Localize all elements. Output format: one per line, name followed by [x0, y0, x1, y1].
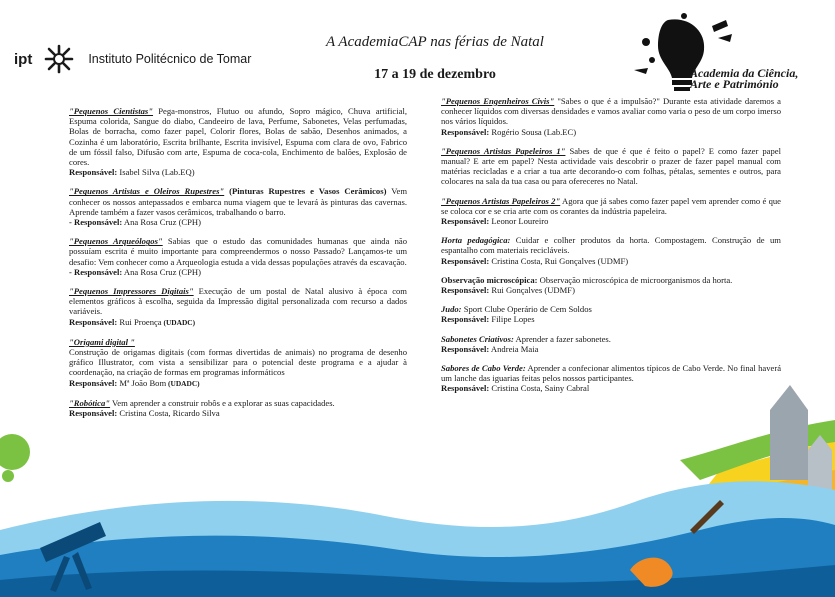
- responsible-label: Responsável:: [69, 316, 118, 327]
- ipt-abbr: ipt: [14, 50, 33, 68]
- page-title: A AcademiaCAP nas férias de Natal: [326, 34, 544, 50]
- activity-description: Sport Clube Operário de Cem Soldos: [461, 304, 592, 315]
- ipt-logo: [14, 42, 254, 76]
- activity-heading: "Robótica": [69, 397, 111, 408]
- responsible-label: Responsável:: [441, 255, 490, 266]
- ipt-emblem-icon: [38, 42, 80, 76]
- activity-description: Cuidar e colher produtos da horta. Compostagem. Construção de um espantalho com materiais recicláveis.: [441, 235, 781, 256]
- activity-heading: "Pequenos Cientistas": [69, 106, 154, 116]
- responsible-label: Responsável:: [441, 383, 490, 394]
- activity-description: "Sabes o que é a impulsão?" Durante esta atividade daremos a conhecer líquidos com diversas densidades e vamos avaliar como varia o peso de um corpo imerso nos vários líquidos.: [441, 96, 782, 127]
- activity-heading: Observação microscópica:: [441, 274, 538, 285]
- activity-description: Agora que já sabes como fazer papel vem aprender como é que se coloca cor e se cria arte com os corantes da indústria papeleira.: [441, 195, 781, 216]
- responsible-label: Responsável:: [441, 314, 490, 325]
- responsible-label: Responsável:: [441, 343, 490, 354]
- activity-heading: "Pequenos Artistas e Oleiros Rupestres": [69, 186, 225, 197]
- responsible-value: Cristina Costa, Sainy Cabral: [489, 383, 590, 394]
- activity-heading: "Origami digital ": [69, 336, 135, 347]
- brand-line-2: Arte e Património: [690, 77, 779, 91]
- brand-line-1: Academia da Ciência,: [690, 66, 799, 80]
- responsible-value: Leonor Loureiro: [489, 216, 549, 227]
- responsible-label: - Responsável:: [69, 217, 123, 228]
- activity-item: [441, 196, 781, 227]
- responsible-value: Mª João Bom: [117, 377, 167, 388]
- responsible-value: Ana Rosa Cruz (CPH): [122, 266, 202, 277]
- activity-item: [69, 236, 407, 277]
- activity-heading: Judo:: [441, 304, 462, 315]
- activity-item: [69, 286, 407, 328]
- responsible-value: Cristina Costa, Rui Gonçalves (UDMF): [489, 255, 629, 266]
- castle-tower-icon: [770, 385, 808, 480]
- activity-heading: Sabonetes Criativos:: [441, 333, 514, 344]
- activity-item: [69, 186, 407, 227]
- responsible-value: Filipe Lopes: [489, 314, 535, 325]
- activity-description: Vem conhecer os nossos antepassados e embarca numa viagem que te levará às pinturas das cavernas. Aprende também a fazer vasos cerâmicos, trabalhando o barro.: [69, 186, 408, 217]
- responsible-value: Ana Rosa Cruz (CPH): [122, 217, 202, 228]
- responsible-unit: (UDADC): [166, 378, 200, 388]
- activity-heading: Horta pedagógica:: [441, 235, 511, 246]
- activity-subheading: (Pinturas Rupestres e Vasos Cerâmicos): [224, 186, 387, 197]
- activity-item: [441, 235, 781, 266]
- responsible-value: Rui Proença: [117, 316, 162, 327]
- responsible-label: - Responsável:: [69, 266, 123, 277]
- activity-heading: Sabores de Cabo Verde:: [441, 363, 526, 374]
- activity-item: [69, 106, 407, 177]
- activity-heading: "Pequenos Arqueólogos": [69, 236, 163, 247]
- activity-description: Sabes de que é que é feito o papel? E como fazer papel manual? E arte em papel? Nesta actividade vais descobrir o prazer de fazer papel manual com matérias recicladas e a criar a tua arte decorando-o com folhas, pétalas, sementes e outros, para colocares na sala da tua casa ou para ofereceres no Natal.: [441, 145, 781, 187]
- ipt-name: Instituto Politécnico de Tomar: [88, 52, 252, 66]
- activity-item: [441, 304, 781, 324]
- activity-heading: "Pequenos Engenheiros Civis": [441, 96, 555, 106]
- activity-heading: "Pequenos Artistas Papeleiros 1": [441, 145, 566, 156]
- event-dates: 17 a 19 de dezembro: [374, 67, 496, 82]
- responsible-unit: (UDADC): [161, 317, 196, 327]
- activity-heading: "Pequenos Artistas Papeleiros 2": [441, 195, 561, 206]
- activity-description: Vem aprender a construir robôs e a explorar as suas capacidades.: [110, 397, 335, 408]
- responsible-label: Responsável:: [441, 126, 490, 137]
- responsible-label: Responsável:: [441, 285, 490, 296]
- activity-description: Aprender a fazer sabonetes.: [513, 333, 611, 344]
- activity-item: [441, 334, 781, 354]
- responsible-label: Responsável:: [441, 216, 490, 227]
- responsible-value: Rui Gonçalves (UDMF): [489, 285, 575, 296]
- responsible-value: Rogério Sousa (Lab.EC): [489, 126, 577, 137]
- green-blob-icon: [0, 434, 30, 470]
- activity-heading: "Pequenos Impressores Digitais": [69, 286, 194, 297]
- activity-item: [441, 96, 781, 137]
- responsible-label: Responsável:: [69, 377, 118, 388]
- activity-description: Observação microscópica de microorganismos da horta.: [537, 274, 733, 285]
- activity-item: [441, 146, 781, 187]
- responsible-value: Isabel Silva (Lab.EQ): [117, 167, 195, 178]
- responsible-label: Responsável:: [69, 167, 118, 178]
- activity-description: Aprender a confecionar alimentos típicos de Cabo Verde. No final haverá um lanche das iguarias feitas pelos nossos participantes.: [441, 363, 782, 384]
- activity-description: Sabias que o estudo das comunidades humanas que ainda não possuíam escrita é muito importante para compreendermos o nosso Passado? Lançamos-te um desafio: Vem conhecer como a Arqueologia estuda a vida dessas populações através da escavação.: [69, 236, 407, 267]
- responsible-value: Cristina Costa, Ricardo Silva: [117, 408, 220, 419]
- responsible-value: Andreia Maia: [489, 343, 539, 354]
- academia-logo-text: [690, 68, 830, 90]
- responsible-label: Responsável:: [69, 408, 118, 419]
- activity-description: Pega-monstros, Flutuo ou afundo, Sopro mágico, Chuva artificial, Espuma colorida, Sangue do diabo, Candeeiro de lava, Perfume, Sabonetes, Velas perfumadas, Bolas de borracha, como fazer papel, Colorir flores, Bolas de sabão, Desenhos animados, a Cozinha é um laboratório, Escrita brilhante, Escrita invisível, Espuma com clara de ovo, Fabrico de um fóssil falso, Difusão com arte, Espuma de coca-cola, Enchimento de balões, Explosão de cores.: [69, 106, 407, 168]
- activities-right-column: [441, 96, 781, 403]
- activity-item: [441, 275, 781, 295]
- decorative-wave-background: [0, 377, 835, 597]
- activity-description: Execução de um postal de Natal alusivo à época com elementos gráficos à escolha, seguida da Impressão digital personalizada com recurso a dados variáveis.: [69, 286, 407, 317]
- activity-description: Construção de origamas digitais (com formas divertidas de animais) no programa de desenho gráfico Illustrator, com vista a sensibilizar para o potencial deste programa e a ajudar à coordenação, na criação de formas em programas informáticos: [69, 347, 407, 378]
